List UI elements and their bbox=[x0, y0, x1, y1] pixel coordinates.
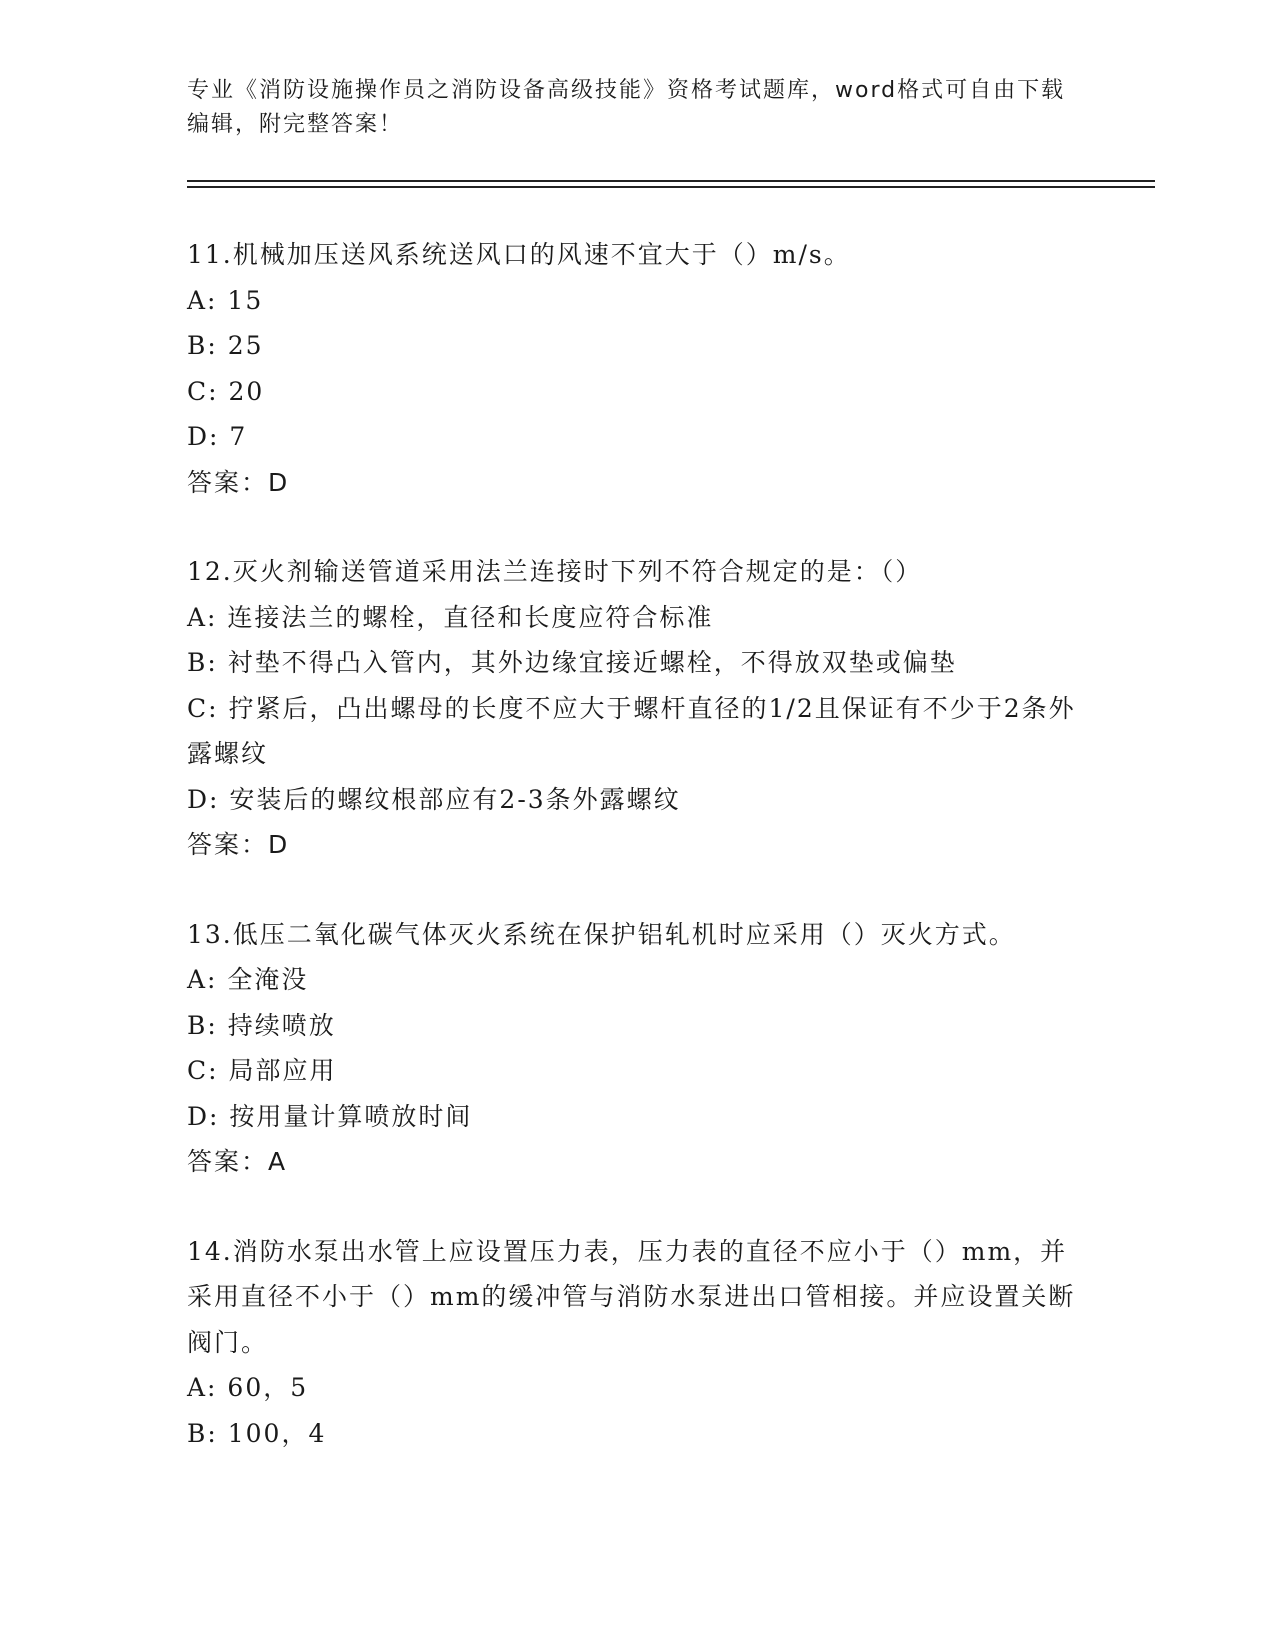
option-c: C: 拧紧后，凸出螺母的长度不应大于螺杆直径的1/2且保证有不少于2条外露螺纹 bbox=[187, 693, 1076, 768]
option-d: D: 7 bbox=[187, 422, 248, 451]
option-a: A: 60，5 bbox=[187, 1373, 309, 1402]
header-text: 专业《消防设施操作员之消防设备高级技能》资格考试题库，word格式可自由下载编辑，附完整答案！ bbox=[187, 78, 1066, 137]
question-stem: 11.机械加压送风系统送风口的风速不宜大于（）m/s。 bbox=[187, 240, 851, 269]
answer-label: 答案：A bbox=[187, 1147, 288, 1176]
option-a: A: 全淹没 bbox=[187, 965, 309, 994]
question-list bbox=[187, 232, 1087, 1500]
option-b: B: 100，4 bbox=[187, 1418, 327, 1448]
question-14 bbox=[187, 1229, 1087, 1457]
question-stem: 12.灭火剂输送管道采用法兰连接时下列不符合规定的是：（） bbox=[187, 557, 923, 586]
question-stem: 14.消防水泵出水管上应设置压力表，压力表的直径不应小于（）mm，并采用直径不小于（）mm的缓冲管与消防水泵进出口管相接。并应设置关断阀门。 bbox=[187, 1236, 1076, 1357]
option-d: D: 按用量计算喷放时间 bbox=[187, 1101, 473, 1131]
option-c: C: 局部应用 bbox=[187, 1056, 337, 1085]
document-header bbox=[187, 74, 1087, 142]
option-d: D: 安装后的螺纹根部应有2-3条外露螺纹 bbox=[187, 784, 681, 814]
answer-label: 答案：D bbox=[187, 467, 290, 497]
option-b: B: 25 bbox=[187, 331, 264, 360]
option-c: C: 20 bbox=[187, 376, 265, 406]
option-a: A: 15 bbox=[187, 285, 264, 315]
option-b: B: 持续喷放 bbox=[187, 1010, 336, 1040]
question-stem: 13.低压二氧化碳气体灭火系统在保护铝轧机时应采用（）灭火方式。 bbox=[187, 919, 1016, 949]
question-13 bbox=[187, 912, 1087, 1185]
answer-label: 答案：D bbox=[187, 830, 290, 859]
header-divider-top bbox=[187, 180, 1155, 182]
option-a: A: 连接法兰的螺栓，直径和长度应符合标准 bbox=[187, 602, 714, 632]
header-divider-bottom bbox=[187, 186, 1155, 188]
question-12 bbox=[187, 549, 1087, 868]
option-b: B: 衬垫不得凸入管内，其外边缘宜接近螺栓，不得放双垫或偏垫 bbox=[187, 648, 957, 677]
question-11 bbox=[187, 232, 1087, 505]
